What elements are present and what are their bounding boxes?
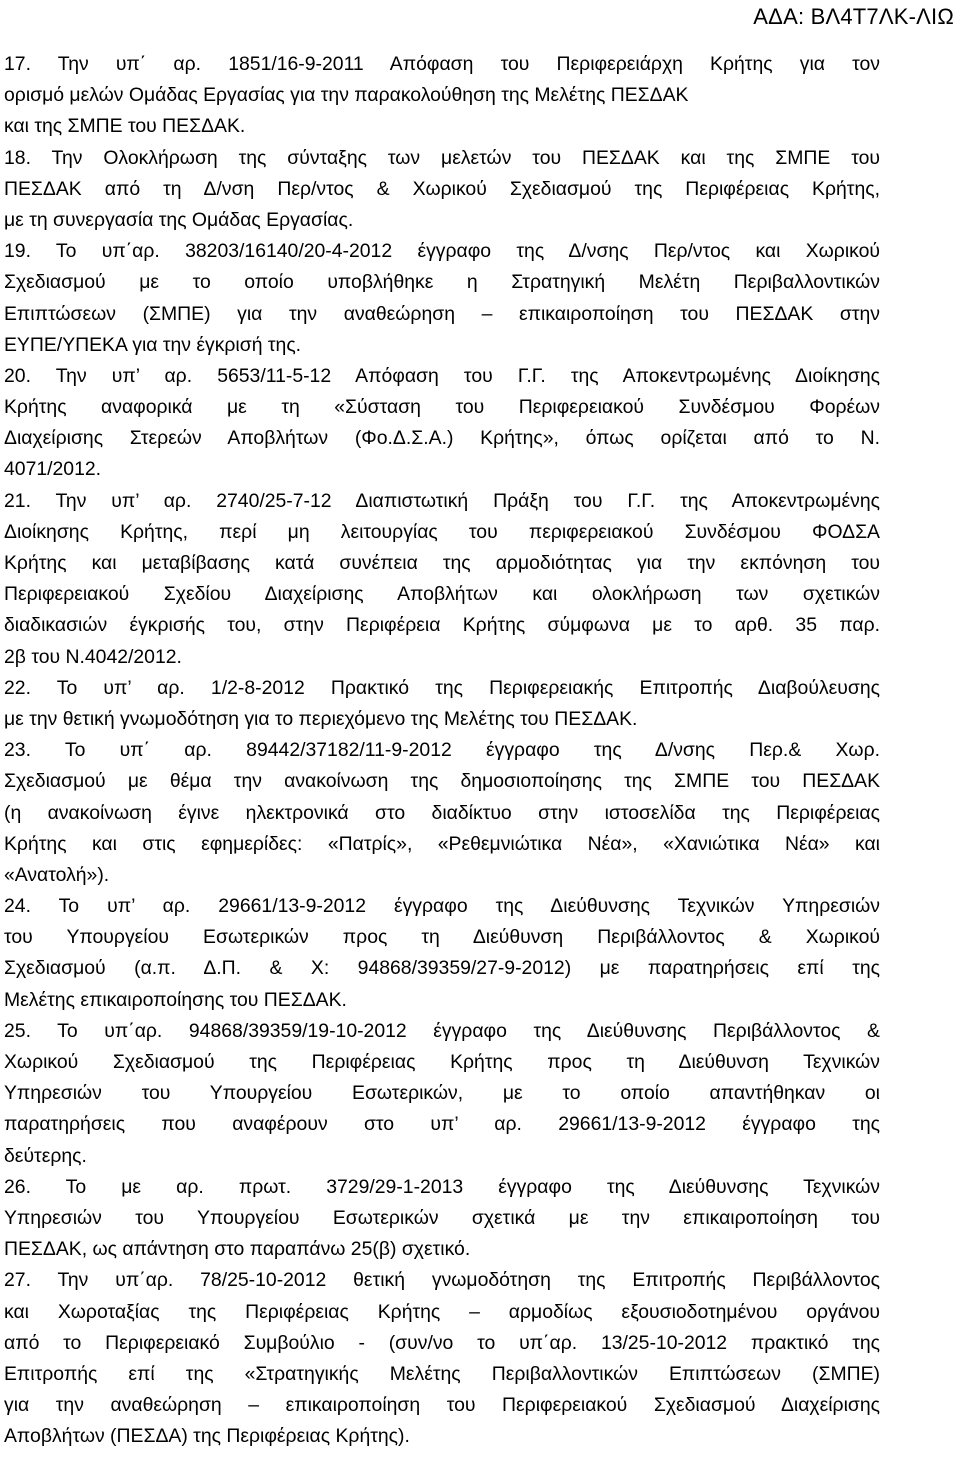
text-line: Αποβλήτων (ΠΕΣΔΑ) της Περιφέρειας Κρήτης).	[4, 1425, 410, 1448]
text-line: δεύτερης.	[4, 1144, 87, 1167]
document-body	[4, 49, 880, 1452]
text-line: και της ΣΜΠΕ του ΠΕΣΔΑΚ.	[4, 115, 246, 138]
text-line: από το Περιφερειακό Συμβούλιο - (συν/νο το υπ΄αρ. 13/25-10-2012 πρακτικό της	[4, 1331, 880, 1354]
text-line: Κρήτης και στις εφημερίδες: «Πατρίς», «Ρεθεμνιώτικα Νέα», «Χανιώτικα Νέα» και	[4, 832, 880, 855]
text-line: ΠΕΣΔΑΚ από τη Δ/νση Περ/ντος & Χωρικού Σχεδιασμού της Περιφέρειας Κρήτης,	[4, 177, 880, 200]
text-line: Μελέτης επικαιροποίησης του ΠΕΣΔΑΚ.	[4, 988, 347, 1011]
text-line: 21. Την υπ’ αρ. 2740/25-7-12 Διαπιστωτική Πράξη του Γ.Γ. της Αποκεντρωμένης	[4, 489, 880, 512]
text-line: 19. Το υπ΄αρ. 38203/16140/20-4-2012 έγγραφο της Δ/νσης Περ/ντος και Χωρικού	[4, 240, 880, 263]
text-line: 27. Την υπ΄αρ. 78/25-10-2012 θετική γνωμοδότηση της Επιτροπής Περιβάλλοντος	[4, 1269, 880, 1292]
text-line: 23. Το υπ΄ αρ. 89442/37182/11-9-2012 έγγραφο της Δ/νσης Περ.& Χωρ.	[4, 739, 880, 762]
text-line: Διοίκησης Κρήτης, περί μη λειτουργίας του περιφερειακού Συνδέσμου ΦΟΔΣΑ	[4, 520, 880, 543]
text-line: Κρήτης αναφορικά με τη «Σύσταση του Περιφερειακού Συνδέσμου Φορέων	[4, 396, 880, 419]
text-line: Επιπτώσεων (ΣΜΠΕ) για την αναθεώρηση – επικαιροποίηση του ΠΕΣΔΑΚ στην	[4, 302, 880, 325]
text-line: και Χωροταξίας της Περιφέρειας Κρήτης – αρμοδίως εξουσιοδοτημένου οργάνου	[4, 1300, 880, 1323]
text-line: ορισμό μελών Ομάδας Εργασίας για την παρακολούθηση της Μελέτης ΠΕΣΔΑΚ	[4, 84, 689, 107]
text-line: 24. Το υπ’ αρ. 29661/13-9-2012 έγγραφο της Διεύθυνσης Τεχνικών Υπηρεσιών	[4, 895, 880, 918]
text-line: 26. Το με αρ. πρωτ. 3729/29-1-2013 έγγραφο της Διεύθυνσης Τεχνικών	[4, 1175, 880, 1198]
text-line: για την αναθεώρηση – επικαιροποίηση του Περιφερειακού Σχεδιασμού Διαχείρισης	[4, 1394, 880, 1417]
text-line: (η ανακοίνωση έγινε ηλεκτρονικά στο διαδίκτυο στην ιστοσελίδα της Περιφέρειας	[4, 801, 880, 824]
text-line: Σχεδιασμού με θέμα την ανακοίνωση της δημοσιοποίησης της ΣΜΠΕ του ΠΕΣΔΑΚ	[4, 770, 880, 793]
text-line: ΕΥΠΕ/ΥΠΕΚΑ για την έγκρισή της.	[4, 333, 302, 356]
text-line: «Ανατολή»).	[4, 863, 110, 886]
text-line: Χωρικού Σχεδιασμού της Περιφέρειας Κρήτης προς τη Διεύθυνση Τεχνικών	[4, 1051, 880, 1073]
text-line: Σχεδιασμού με το οποίο υποβλήθηκε η Στρατηγική Μελέτη Περιβαλλοντικών	[4, 271, 880, 294]
text-line: 22. Το υπ’ αρ. 1/2-8-2012 Πρακτικό της Περιφερειακής Επιτροπής Διαβούλευσης	[4, 676, 880, 699]
text-line: Σχεδιασμού (α.π. Δ.Π. & Χ: 94868/39359/27-9-2012) με παρατηρήσεις επί της	[4, 957, 880, 980]
text-line: 4071/2012.	[4, 458, 102, 481]
text-line: Επιτροπής επί της «Στρατηγικής Μελέτης Περιβαλλοντικών Επιπτώσεων (ΣΜΠΕ)	[4, 1362, 880, 1385]
text-line: 2β του Ν.4042/2012.	[4, 645, 182, 668]
text-line: 18. Την Ολοκλήρωση της σύνταξης των μελετών του ΠΕΣΔΑΚ και της ΣΜΠΕ του	[4, 146, 880, 169]
text-line: Διαχείρισης Στερεών Αποβλήτων (Φο.Δ.Σ.Α.) Κρήτης», όπως ορίζεται από το Ν.	[4, 427, 880, 450]
ada-code: ΑΔΑ: ΒΛ4Τ7ΛΚ-ΛΙΩ	[753, 4, 954, 29]
text-line: Υπηρεσιών του Υπουργείου Εσωτερικών σχετικά με την επικαιροποίηση του	[4, 1206, 880, 1229]
text-line: με την θετική γνωμοδότηση για το περιεχόμενο της Μελέτης του ΠΕΣΔΑΚ.	[4, 707, 638, 730]
text-line: διαδικασιών έγκρισής του, στην Περιφέρεια Κρήτης σύμφωνα με το αρθ. 35 παρ.	[4, 614, 880, 637]
text-line: ΠΕΣΔΑΚ, ως απάντηση στο παραπάνω 25(β) σχετικό.	[4, 1238, 471, 1261]
text-line: Κρήτης και μεταβίβασης κατά συνέπεια της αρμοδιότητας για την εκπόνηση του	[4, 552, 880, 574]
text-line: με τη συνεργασία της Ομάδας Εργασίας.	[4, 208, 354, 231]
text-line: Υπηρεσιών του Υπουργείου Εσωτερικών, με το οποίο απαντήθηκαν οι	[4, 1082, 880, 1105]
text-line: Περιφερειακού Σχεδίου Διαχείρισης Αποβλήτων και ολοκλήρωση των σχετικών	[4, 583, 880, 606]
text-line: 20. Την υπ’ αρ. 5653/11-5-12 Απόφαση του Γ.Γ. της Αποκεντρωμένης Διοίκησης	[4, 364, 880, 387]
text-line: 17. Την υπ΄ αρ. 1851/16-9-2011 Απόφαση του Περιφερειάρχη Κρήτης για τον	[4, 53, 880, 75]
text-line: του Υπουργείου Εσωτερικών προς τη Διεύθυνση Περιβάλλοντος & Χωρικού	[4, 926, 880, 949]
text-line: παρατηρήσεις που αναφέρουν στο υπ’ αρ. 29661/13-9-2012 έγγραφο της	[4, 1113, 880, 1136]
text-line: 25. Το υπ΄αρ. 94868/39359/19-10-2012 έγγραφο της Διεύθυνσης Περιβάλλοντος &	[4, 1019, 880, 1042]
